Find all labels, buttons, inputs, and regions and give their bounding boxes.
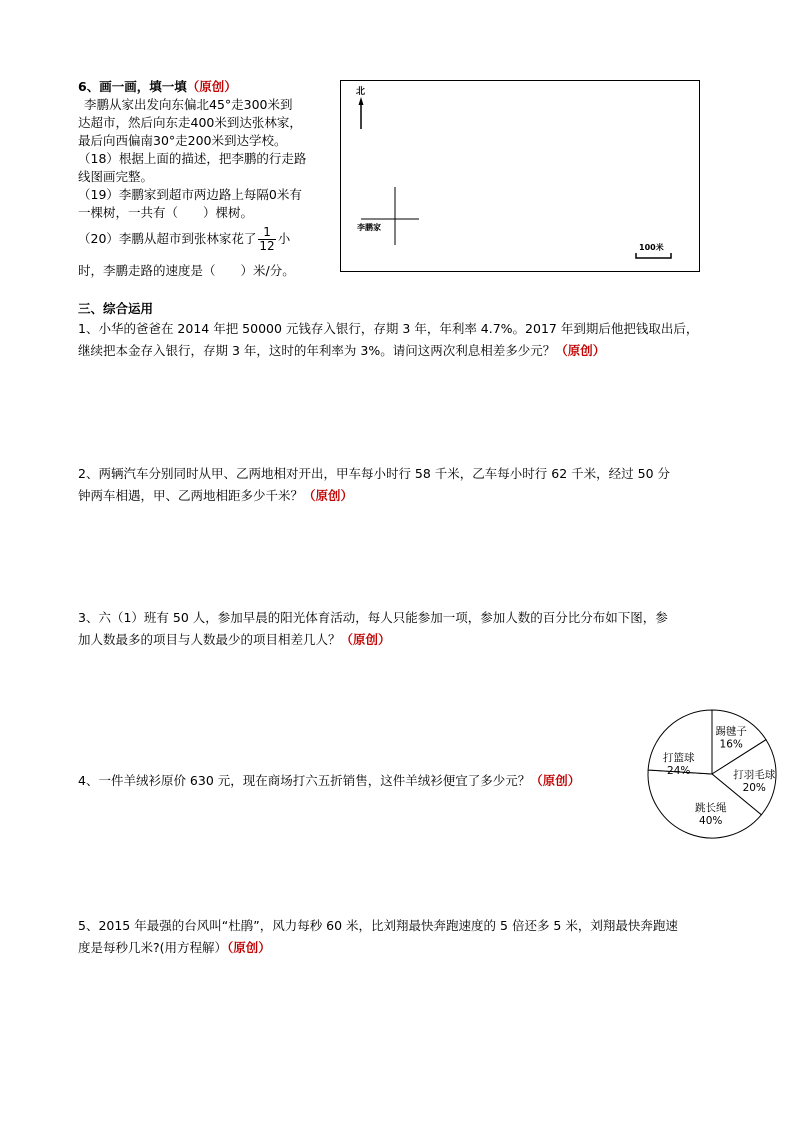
question-2-tag: （原创）: [303, 488, 354, 503]
question-2-line2: 钟两车相遇，甲、乙两地相距多少千米？: [78, 488, 304, 503]
question-2-line1: 2、两辆汽车分别同时从甲、乙两地相对开出，甲车每小时行 58 千米，乙车每小时行 62 千米，经过 50 分: [78, 466, 671, 481]
home-label: 李鹏家: [357, 223, 381, 232]
route-map: [340, 80, 700, 272]
scale-label: 100米: [639, 243, 664, 252]
question-1-line1: 1、小华的爸爸在 2014 年把 50000 元钱存入银行，存期 3 年，年利率 4.7%。2017 年到期后他把钱取出后，: [78, 321, 699, 336]
q6-heading-row: [78, 78, 237, 95]
pie-slice-percent: 24%: [667, 765, 691, 778]
pie-slice-percent: 16%: [719, 738, 743, 751]
question-2: [78, 463, 728, 507]
q6-line1: 李鹏从家出发向东偏北45°走300米到: [84, 97, 293, 112]
question-3-line1: 3、六（1）班有 50 人，参加早晨的阳光体育活动，每人只能参加一项，参加人数的百分比分布如下图，参: [78, 610, 668, 625]
q6-line3: 最后向西偏南30°走200米到达学校。: [78, 133, 287, 148]
north-label: 北: [356, 87, 366, 97]
question-3-line2: 加人数最多的项目与人数最少的项目相差几人？: [78, 632, 341, 647]
q6-line7: 一棵树，一共有（ ）棵树。: [78, 205, 254, 220]
q6-line8b: 小: [277, 231, 291, 246]
fraction-numerator: 1: [258, 226, 275, 240]
q6-line9: 时，李鹏走路的速度是（ ）米/分。: [78, 263, 295, 278]
section3-heading: 三、综合运用: [78, 301, 154, 316]
scale-bar: [636, 253, 671, 258]
q6-line5: 线图画完整。: [78, 169, 154, 184]
question-4: [78, 770, 638, 792]
q6-line8: [78, 224, 290, 254]
fraction-denominator: 12: [259, 239, 275, 253]
question-1: [78, 318, 728, 362]
question-4-tag: （原创）: [530, 773, 581, 788]
q6-line2: 达超市，然后向东走400米到达张林家，: [78, 115, 302, 130]
pie-slice-label: 打羽毛球: [733, 768, 776, 781]
question-5-line2: 度是每秒几米?(用方程解）: [78, 940, 228, 955]
question-1-line2: 继续把本金存入银行，存期 3 年，这时的年利率为 3%。请问这两次利息相差多少元？: [78, 343, 556, 358]
question-3-tag: （原创）: [340, 632, 391, 647]
activity-pie-chart: [644, 704, 784, 846]
question-1-tag: （原创）: [555, 343, 606, 358]
question-5-tag: （原创）: [227, 940, 271, 955]
pie-slice-percent: 20%: [742, 781, 766, 794]
route-map-canvas: [341, 81, 699, 271]
question-3: [78, 607, 728, 651]
north-arrow-icon: [359, 97, 364, 105]
q6-heading: 6、画一画，填一填: [78, 79, 187, 94]
q6-fraction: [258, 226, 275, 253]
q6-line4: （18）根据上面的描述，把李鹏的行走路: [78, 151, 307, 166]
pie-slice-label: 踢毽子: [715, 725, 747, 738]
question-5: [78, 915, 728, 959]
q6-line8a: （20）李鹏从超市到张林家花了: [78, 231, 257, 246]
q6-tag: （原创）: [186, 79, 237, 94]
pie-slice-label: 跳长绳: [694, 802, 727, 815]
q6-line6: （19）李鹏家到超市两边路上每隔0米有: [78, 187, 302, 202]
pie-slice-percent: 40%: [699, 815, 723, 828]
pie-slice-label: 打篮球: [662, 752, 695, 765]
question-4-line1: 4、一件羊绒衫原价 630 元，现在商场打六五折销售，这件羊绒衫便宜了多少元？: [78, 773, 531, 788]
question-5-line1: 5、2015 年最强的台风叫“杜鹃”，风力每秒 60 米，比刘翔最快奔跑速度的 5 倍还多 5 米，刘翔最快奔跑速: [78, 918, 678, 933]
